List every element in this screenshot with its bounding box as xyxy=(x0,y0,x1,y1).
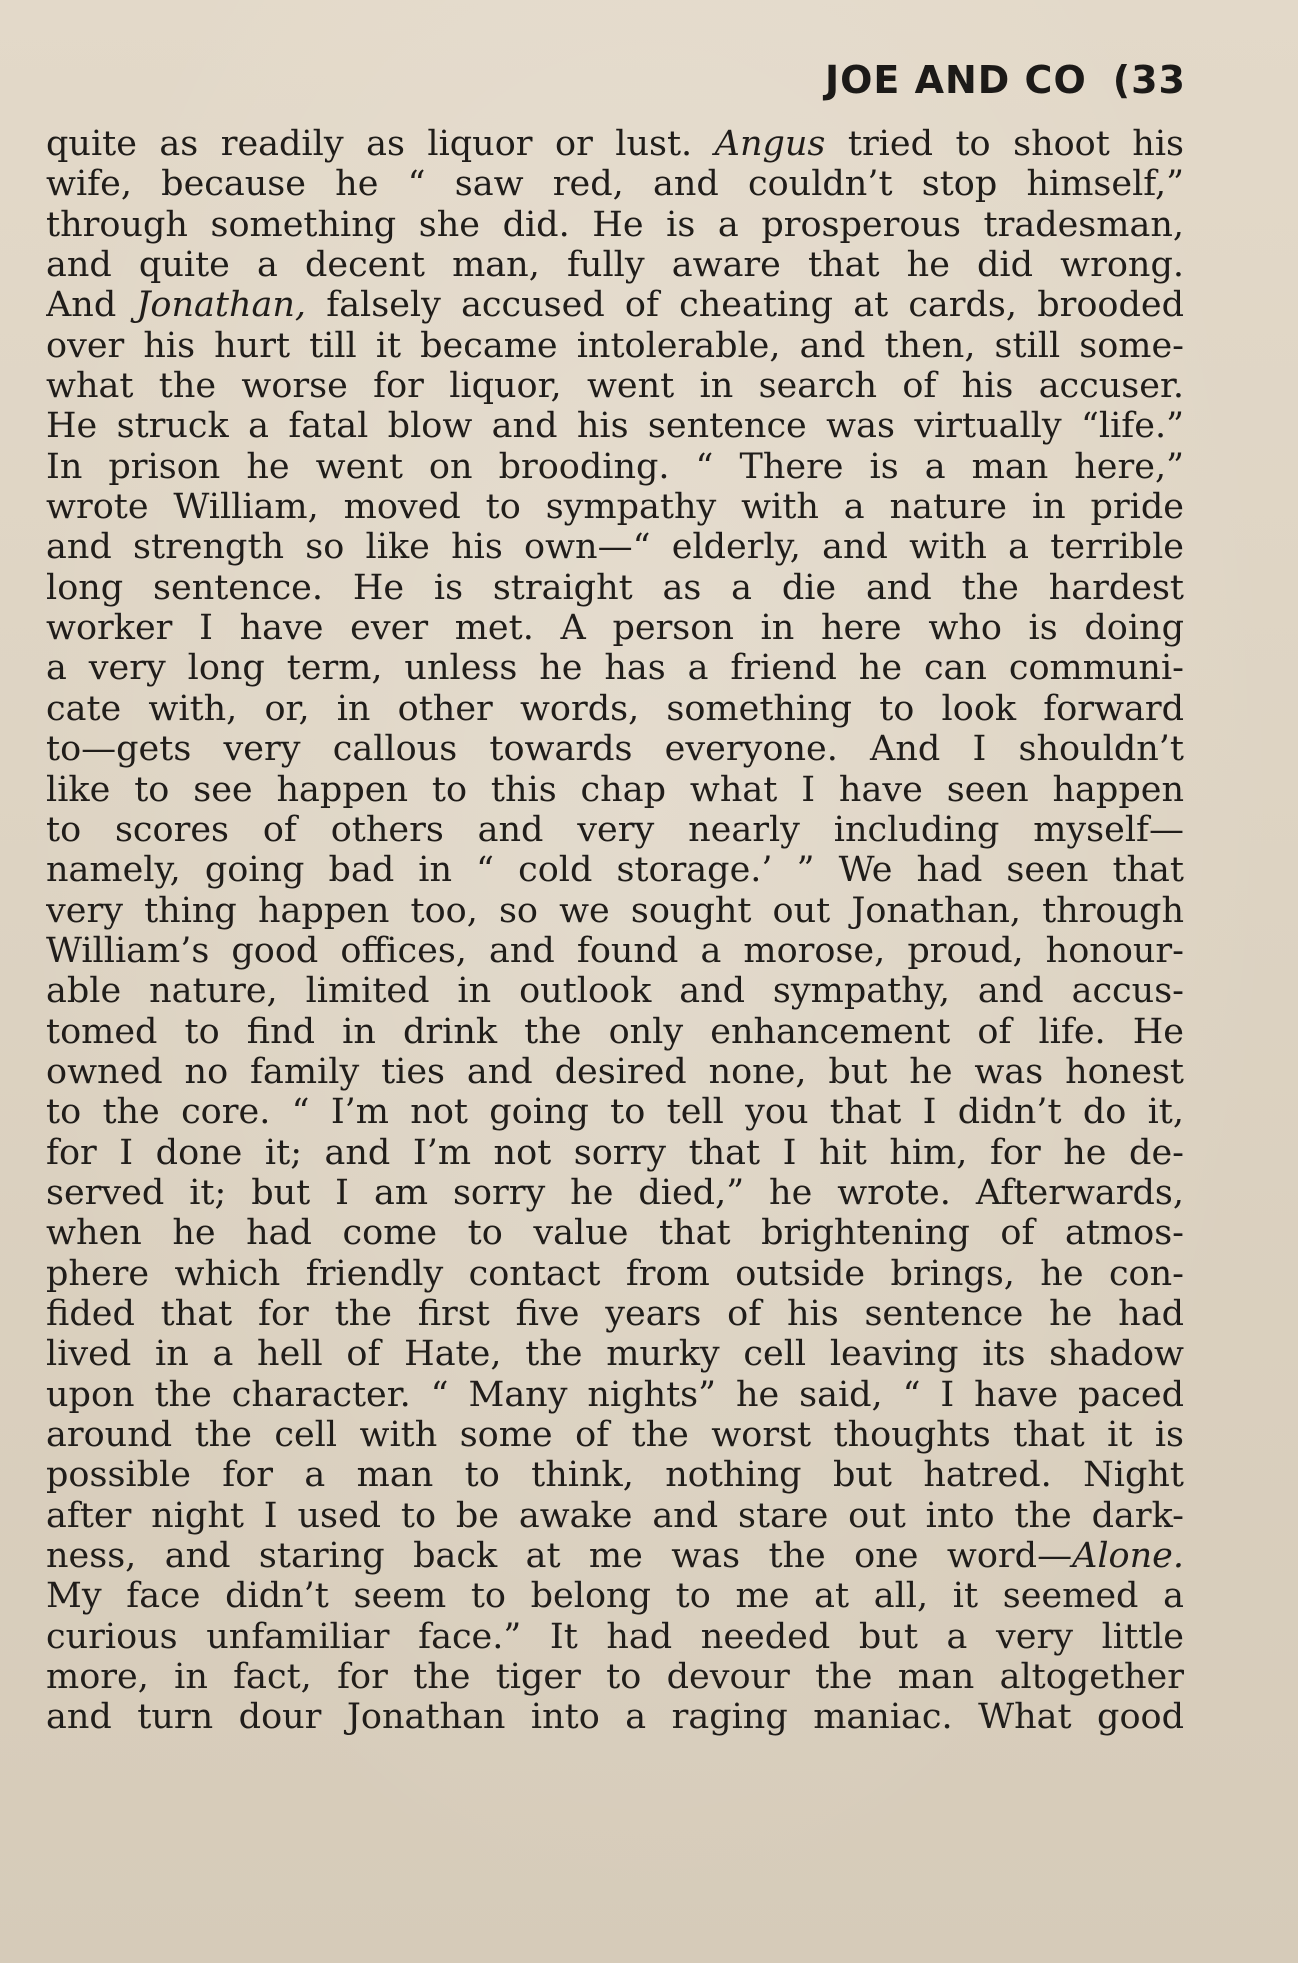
text-run: to scores of others and very nearly including myself— xyxy=(46,809,1184,850)
text-run: ness, and staring back at me was the one word— xyxy=(46,1536,1073,1577)
text-line xyxy=(46,366,1184,406)
text-line xyxy=(46,164,1184,204)
text-line xyxy=(46,1697,1184,1737)
text-line xyxy=(46,1092,1184,1132)
text-line xyxy=(46,1496,1184,1536)
text-line xyxy=(46,205,1184,245)
text-run: over his hurt till it became intolerable, and then, still some- xyxy=(46,325,1184,366)
italic-text: Jonathan, xyxy=(136,285,307,326)
text-line xyxy=(46,729,1184,769)
text-line xyxy=(46,326,1184,366)
text-line xyxy=(46,124,1184,164)
text-line xyxy=(46,1657,1184,1697)
text-line xyxy=(46,1294,1184,1334)
text-run: wrote William, moved to sympathy with a nature in pride xyxy=(46,487,1184,528)
text-run: possible for a man to think, nothing but hatred. Night xyxy=(46,1455,1184,1496)
text-line xyxy=(46,931,1184,971)
text-line xyxy=(46,1415,1184,1455)
text-run: more, in fact, for the tiger to devour the man altogether xyxy=(46,1657,1184,1698)
text-line xyxy=(46,1617,1184,1657)
text-run: and strength so like his own—“ elderly, and with a terrible xyxy=(46,527,1184,568)
text-run: like to see happen to this chap what I have seen happen xyxy=(46,769,1184,810)
text-run: fided that for the first five years of his sentence he had xyxy=(46,1293,1184,1334)
text-line xyxy=(46,1536,1184,1576)
text-run: served it; but I am sorry he died,” he wrote. Afterwards, xyxy=(46,1172,1184,1213)
italic-text: Alone. xyxy=(1072,1536,1184,1577)
text-run: and quite a decent man, fully aware that he did wrong. xyxy=(46,245,1184,286)
text-line xyxy=(46,487,1184,527)
text-run: And xyxy=(46,285,137,326)
text-line xyxy=(46,1334,1184,1374)
text-run: cate with, or, in other words, something to look forward xyxy=(46,688,1184,729)
text-run: My face didn’t seem to belong to me at all, it seemed a xyxy=(46,1576,1184,1617)
text-line xyxy=(46,971,1184,1011)
text-line xyxy=(46,1133,1184,1173)
text-line xyxy=(46,891,1184,931)
text-line xyxy=(46,447,1184,487)
text-line xyxy=(46,245,1184,285)
text-run: William’s good offices, and found a morose, proud, honour- xyxy=(46,930,1184,971)
text-run: to—gets very callous towards everyone. And I shouldn’t xyxy=(46,729,1184,770)
text-line xyxy=(46,1173,1184,1213)
running-head xyxy=(825,58,1186,102)
text-run: lived in a hell of Hate, the murky cell leaving its shadow xyxy=(46,1334,1184,1375)
text-run: owned no family ties and desired none, but he was honest xyxy=(46,1051,1184,1092)
text-run: for I done it; and I’m not sorry that I hit him, for he de- xyxy=(46,1132,1184,1173)
text-run: phere which friendly contact from outside brings, he con- xyxy=(46,1253,1184,1294)
text-line xyxy=(46,1375,1184,1415)
text-line xyxy=(46,850,1184,890)
running-head-title: JOE AND CO xyxy=(824,58,1087,102)
text-line xyxy=(46,1012,1184,1052)
body-paragraph xyxy=(46,124,1184,1738)
text-line xyxy=(46,1052,1184,1092)
text-line xyxy=(46,1576,1184,1616)
text-run: around the cell with some of the worst thoughts that it is xyxy=(46,1415,1184,1455)
text-run: to the core. “ I’m not going to tell you that I didn’t do it, xyxy=(46,1092,1184,1133)
page-number: (33 xyxy=(1112,58,1186,102)
text-line xyxy=(46,1254,1184,1294)
text-line xyxy=(46,648,1184,688)
text-line xyxy=(46,568,1184,608)
text-run: able nature, limited in outlook and sympathy, and accus- xyxy=(46,971,1184,1012)
text-run: what the worse for liquor, went in search of his accuser. xyxy=(46,366,1184,407)
text-run: very thing happen too, so we sought out Jonathan, through xyxy=(46,890,1184,931)
text-run: long sentence. He is straight as a die and the hardest xyxy=(46,567,1184,608)
text-run: worker I have ever met. A person in here who is doing xyxy=(46,608,1184,649)
text-run: curious unfamiliar face.” It had needed but a very little xyxy=(46,1616,1184,1657)
text-line xyxy=(46,1455,1184,1495)
text-run: when he had come to value that brightening of atmos- xyxy=(46,1213,1184,1254)
text-line xyxy=(46,689,1184,729)
text-run: wife, because he “ saw red, and couldn’t stop himself,” xyxy=(46,164,1184,205)
text-line xyxy=(46,770,1184,810)
text-run: after night I used to be awake and stare out into the dark- xyxy=(46,1495,1184,1536)
text-run: quite as readily as liquor or lust. xyxy=(46,124,715,164)
text-line xyxy=(46,527,1184,567)
text-line xyxy=(46,1213,1184,1253)
italic-text: Angus xyxy=(714,124,826,164)
text-line xyxy=(46,810,1184,850)
text-run: a very long term, unless he has a friend he can communi- xyxy=(46,648,1184,689)
text-line xyxy=(46,406,1184,446)
text-run: namely, going bad in “ cold storage.’ ” We had seen that xyxy=(46,850,1184,891)
text-run: In prison he went on brooding. “ There is a man here,” xyxy=(46,446,1184,487)
text-run: and turn dour Jonathan into a raging maniac. What good xyxy=(46,1697,1184,1738)
text-line xyxy=(46,285,1184,325)
text-run: through something she did. He is a prosperous tradesman, xyxy=(46,204,1184,245)
text-run: tried to shoot his xyxy=(825,124,1184,164)
text-run: upon the character. “ Many nights” he said, “ I have paced xyxy=(46,1374,1184,1415)
text-run: He struck a fatal blow and his sentence was virtually “life.” xyxy=(46,406,1184,447)
text-run: falsely accused of cheating at cards, brooded xyxy=(306,285,1184,326)
text-run: tomed to find in drink the only enhancement of life. He xyxy=(46,1011,1184,1052)
text-line xyxy=(46,608,1184,648)
